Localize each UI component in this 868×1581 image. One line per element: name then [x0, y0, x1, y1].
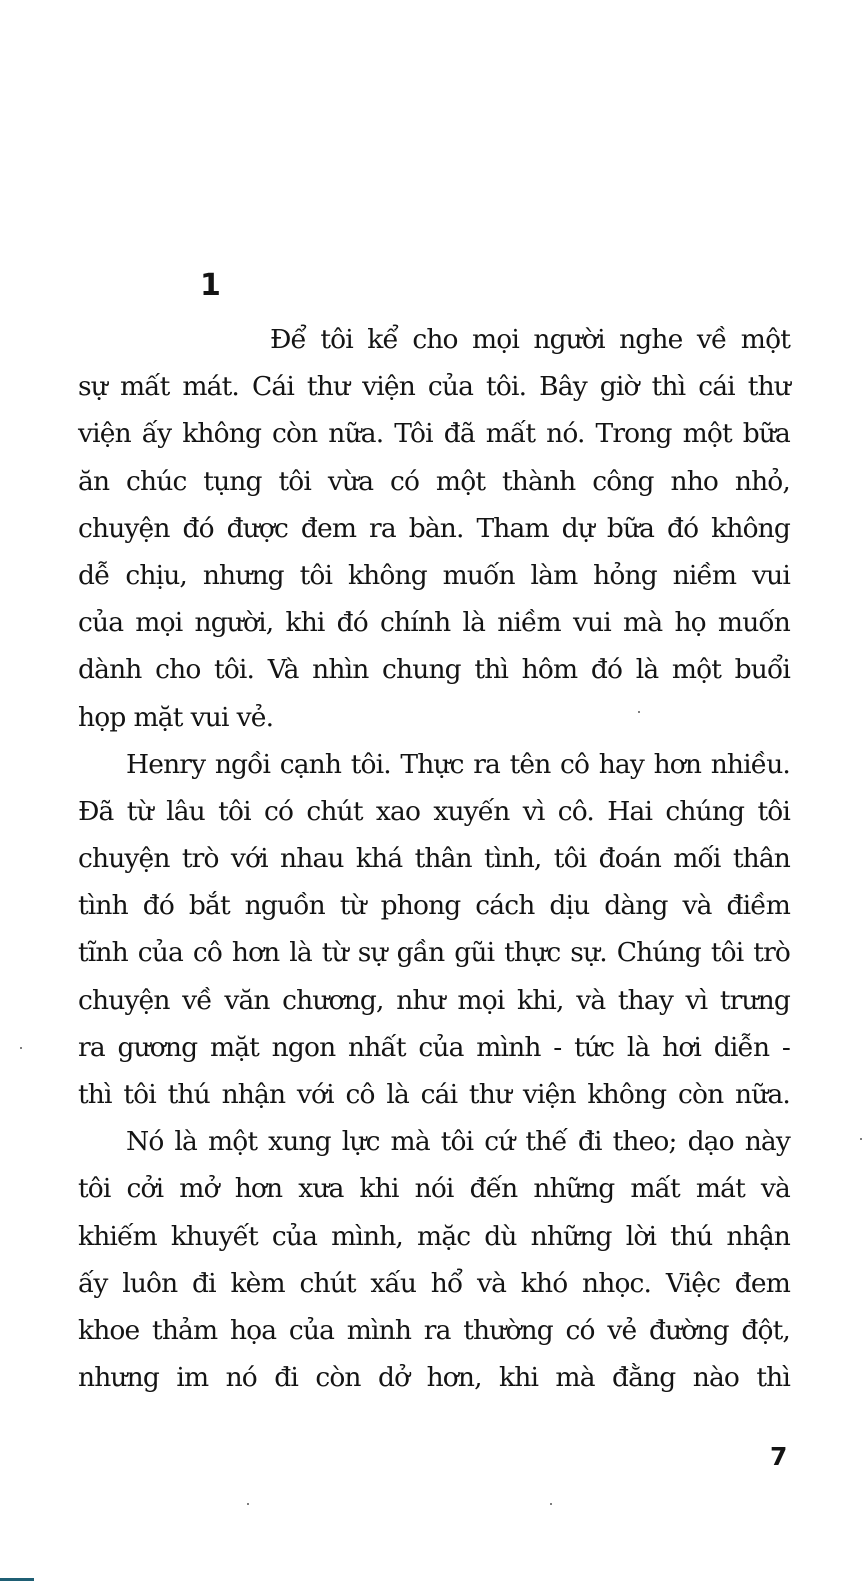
chapter-body: [78, 316, 790, 1401]
scan-speck: [550, 1503, 552, 1505]
text-line: Henry ngồi cạnh tôi. Thực ra tên cô hay hơn nhiều.: [126, 748, 790, 780]
text-line: ra gương mặt ngon nhất của mình - tức là hơi diễn -: [78, 1031, 790, 1063]
text-line: dành cho tôi. Và nhìn chung thì hôm đó là một buổi: [78, 654, 790, 686]
text-line: dễ chịu, nhưng tôi không muốn làm hỏng niềm vui: [78, 559, 790, 591]
text-line: tĩnh của cô hơn là từ sự gần gũi thực sự. Chúng tôi trò: [78, 937, 790, 969]
text-line: khoe thảm họa của mình ra thường có vẻ đường đột,: [78, 1314, 790, 1346]
text-line: tình đó bắt nguồn từ phong cách dịu dàng và điềm: [78, 890, 790, 922]
text-line: viện ấy không còn nữa. Tôi đã mất nó. Trong một bữa: [78, 418, 790, 450]
text-line: nhưng im nó đi còn dở hơn, khi mà đằng nào thì: [78, 1362, 790, 1394]
text-line: chuyện về văn chương, như mọi khi, và thay vì trưng: [78, 984, 790, 1016]
chapter-number: 1: [200, 268, 221, 303]
text-line: họp mặt vui vẻ.: [78, 701, 274, 733]
text-line: ấy luôn đi kèm chút xấu hổ và khó nhọc. Việc đem: [78, 1267, 790, 1299]
text-line: Nó là một xung lực mà tôi cứ thế đi theo; dạo này: [126, 1126, 790, 1158]
text-line: của mọi người, khi đó chính là niềm vui mà họ muốn: [78, 607, 790, 639]
text-line: thì tôi thú nhận với cô là cái thư viện không còn nữa.: [78, 1079, 790, 1110]
text-line: Để tôi kể cho mọi người nghe về một: [270, 324, 790, 355]
text-line: khiếm khuyết của mình, mặc dù những lời thú nhận: [78, 1220, 790, 1252]
scan-speck: [247, 1503, 249, 1505]
text-line: ăn chúc tụng tôi vừa có một thành công nho nhỏ,: [78, 465, 790, 497]
page-number: 7: [770, 1442, 788, 1471]
text-line: chuyện trò với nhau khá thân tình, tôi đoán mối thân: [78, 843, 790, 875]
text-line: tôi cởi mở hơn xưa khi nói đến những mất mát và: [78, 1173, 790, 1205]
scan-speck: [860, 1138, 862, 1140]
scan-speck: [20, 1047, 22, 1049]
text-line: Đã từ lâu tôi có chút xao xuyến vì cô. Hai chúng tôi: [78, 795, 790, 827]
text-line: chuyện đó được đem ra bàn. Tham dự bữa đó không: [78, 512, 790, 544]
scan-speck: [638, 711, 640, 713]
text-line: sự mất mát. Cái thư viện của tôi. Bây giờ thì cái thư: [78, 371, 790, 403]
